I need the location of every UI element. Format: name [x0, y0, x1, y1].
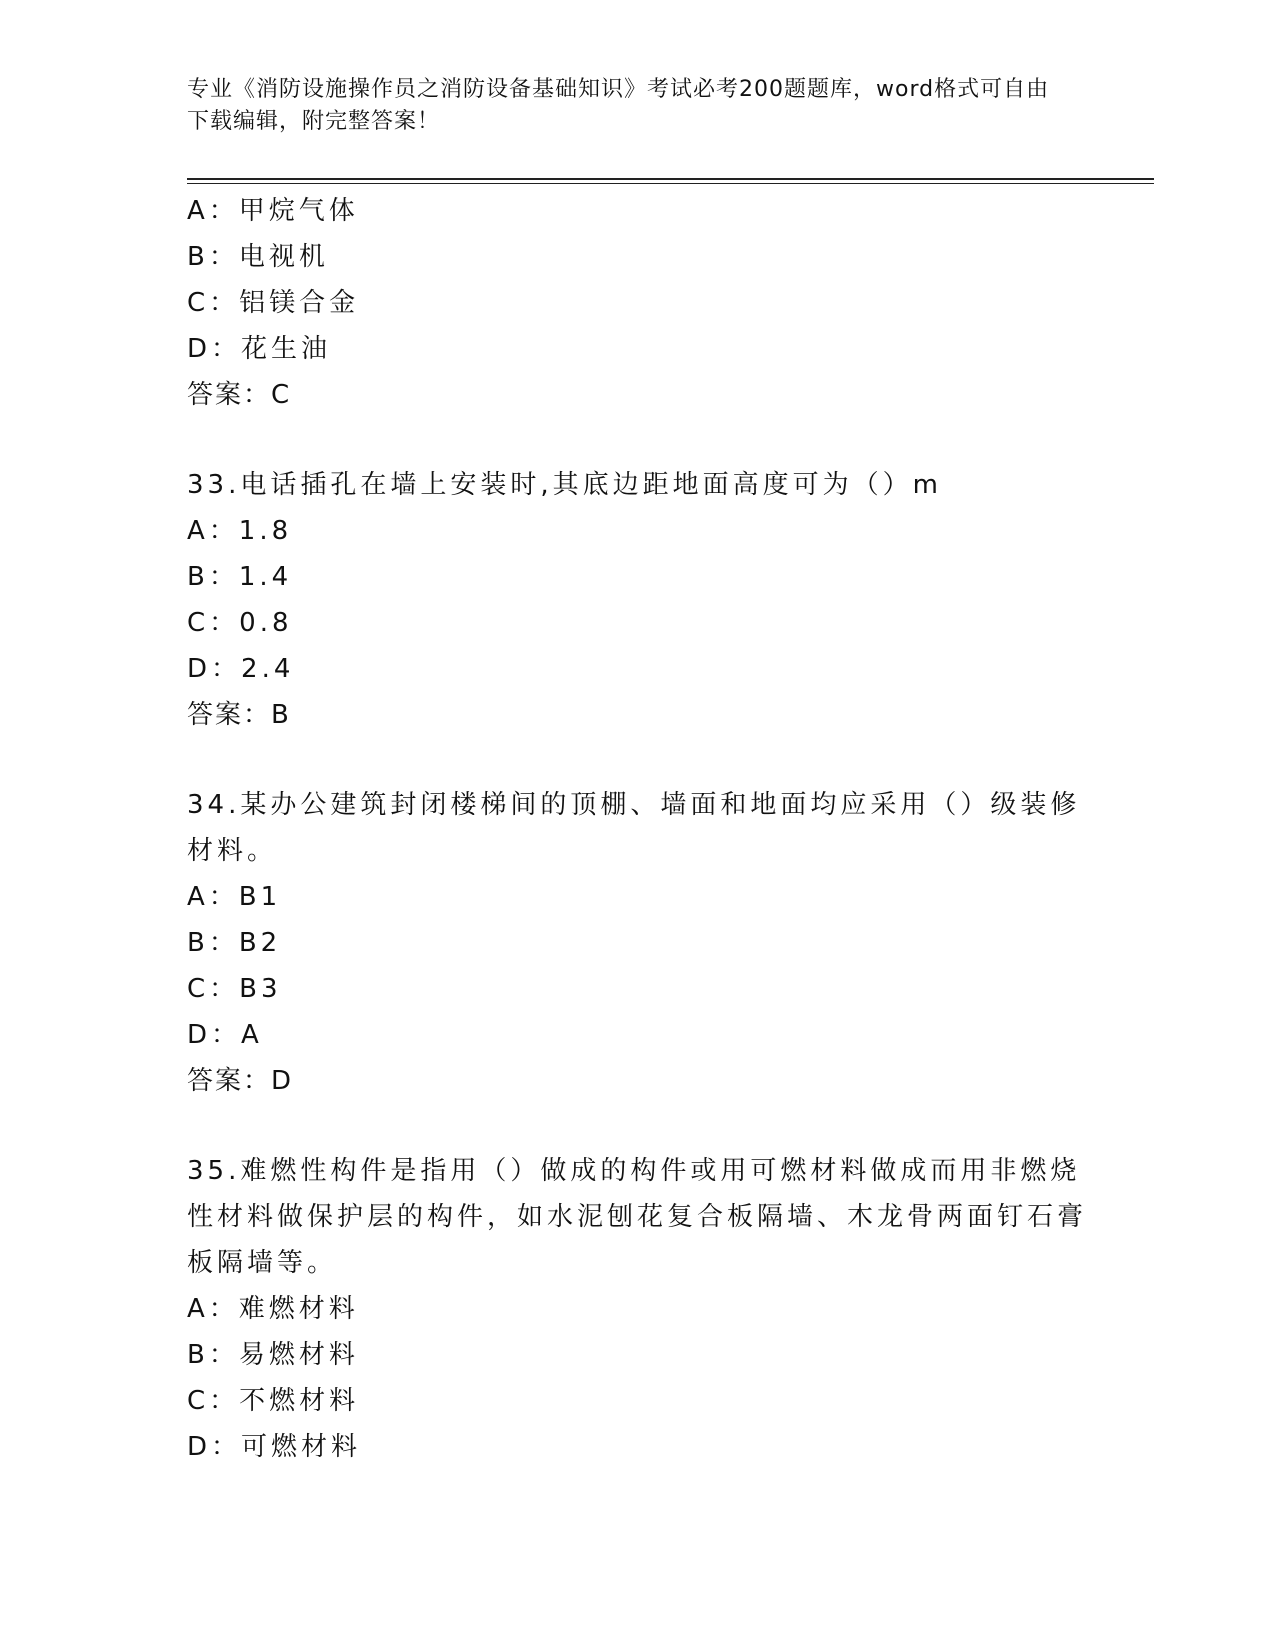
option-b: B：1.4 [187, 562, 293, 592]
answer-line: 答案：C [187, 380, 292, 410]
answer-line: 答案：D [187, 1066, 294, 1096]
option-a: A：B1 [187, 882, 282, 912]
question-text: 33.电话插孔在墙上安装时,其底边距地面高度可为（）m [187, 470, 942, 500]
question-block-33 [187, 462, 1087, 738]
header-divider-thick [187, 178, 1154, 180]
option-d: D：2.4 [187, 654, 295, 684]
option-a: A：1.8 [187, 516, 293, 546]
option-c: C：铝镁合金 [187, 288, 360, 318]
document-header: 专业《消防设施操作员之消防设备基础知识》考试必考200题题库，word格式可自由下载编辑，附完整答案！ [187, 77, 1050, 134]
question-text: 35.难燃性构件是指用（）做成的构件或用可燃材料做成而用非燃烧性材料做保护层的构件，如水泥刨花复合板隔墙、木龙骨两面钉石膏板隔墙等。 [187, 1156, 1088, 1278]
option-b: B：B2 [187, 928, 282, 958]
question-text: 34.某办公建筑封闭楼梯间的顶棚、墙面和地面均应采用（）级装修材料。 [187, 790, 1081, 866]
option-b: B：易燃材料 [187, 1340, 359, 1370]
question-block-35 [187, 1148, 1087, 1470]
option-c: C：0.8 [187, 608, 293, 638]
option-a: A：甲烷气体 [187, 196, 359, 226]
question-block-34 [187, 782, 1087, 1104]
option-d: D：可燃材料 [187, 1432, 362, 1462]
option-d: D：A [187, 1020, 263, 1050]
option-a: A：难燃材料 [187, 1294, 359, 1324]
header-divider-thin [187, 183, 1154, 184]
option-d: D：花生油 [187, 334, 332, 364]
question-block-32 [187, 188, 1087, 418]
option-c: C：B3 [187, 974, 282, 1004]
option-c: C：不燃材料 [187, 1386, 360, 1416]
option-b: B：电视机 [187, 242, 329, 272]
question-list [187, 188, 1087, 1470]
answer-line: 答案：B [187, 700, 291, 730]
